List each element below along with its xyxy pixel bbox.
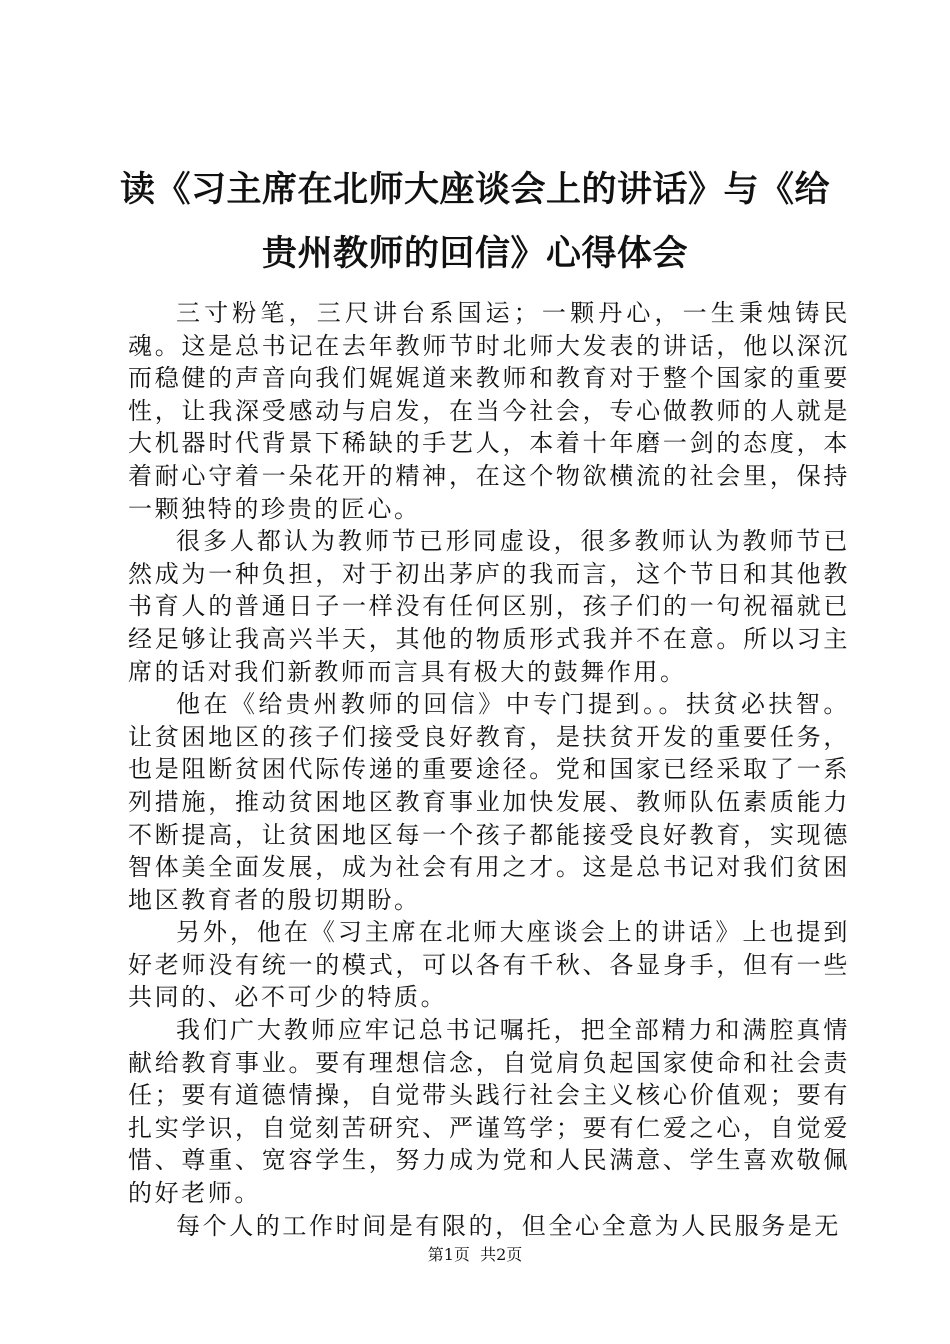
title-line-2: 贵州教师的回信》心得体会 bbox=[261, 233, 688, 274]
document-body bbox=[128, 297, 850, 1242]
paragraph: 另外，他在《习主席在北师大座谈会上的讲话》上也提到好老师没有统一的模式，可以各有千秋、各显身手，但有一些共同的、必不可少的特质。 bbox=[128, 918, 850, 1012]
document-title bbox=[110, 158, 840, 286]
paragraph: 我们广大教师应牢记总书记嘱托，把全部精力和满腔真情献给教育事业。要有理想信念，自觉肩负起国家使命和社会责任；要有道德情操，自觉带头践行社会主义核心价值观；要有扎实学识，自觉刻苦研究、严谨笃学；要有仁爱之心，自觉爱惜、尊重、宽容学生，努力成为党和人民满意、学生喜欢敬佩的好老师。 bbox=[128, 1016, 850, 1208]
paragraph: 很多人都认为教师节已形同虚设，很多教师认为教师节已然成为一种负担，对于初出茅庐的我而言，这个节日和其他教书育人的普通日子一样没有任何区别，孩子们的一句祝福就已经足够让我高兴半天，其他的物质形式我并不在意。所以习主席的话对我们新教师而言具有极大的鼓舞作用。 bbox=[128, 527, 850, 686]
title-line-1: 读《习主席在北师大座谈会上的讲话》与《给 bbox=[119, 169, 830, 210]
paragraph: 他在《给贵州教师的回信》中专门提到。。扶贫必扶智。让贫困地区的孩子们接受良好教育，是扶贫开发的重要任务，也是阻断贫困代际传递的重要途径。党和国家已经采取了一系列措施，推动贫困地区教育事业加快发展、教师队伍素质能力不断提高，让贫困地区每一个孩子都能接受良好教育，实现德智体美全面发展，成为社会有用之才。这是总书记对我们贫困地区教育者的殷切期盼。 bbox=[128, 690, 850, 914]
page-number: 第1页 共2页 bbox=[427, 1245, 523, 1264]
page-footer bbox=[0, 1245, 950, 1265]
paragraph: 三寸粉笔，三尺讲台系国运；一颗丹心，一生秉烛铸民魂。这是总书记在去年教师节时北师大发表的讲话，他以深沉而稳健的声音向我们娓娓道来教师和教育对于整个国家的重要性，让我深受感动与启发，在当今社会，专心做教师的人就是大机器时代背景下稀缺的手艺人，本着十年磨一剑的态度，本着耐心守着一朵花开的精神，在这个物欲横流的社会里，保持一颗独特的珍贵的匠心。 bbox=[128, 299, 850, 523]
paragraph: 每个人的工作时间是有限的，但全心全意为人民服务是无 bbox=[176, 1211, 841, 1240]
